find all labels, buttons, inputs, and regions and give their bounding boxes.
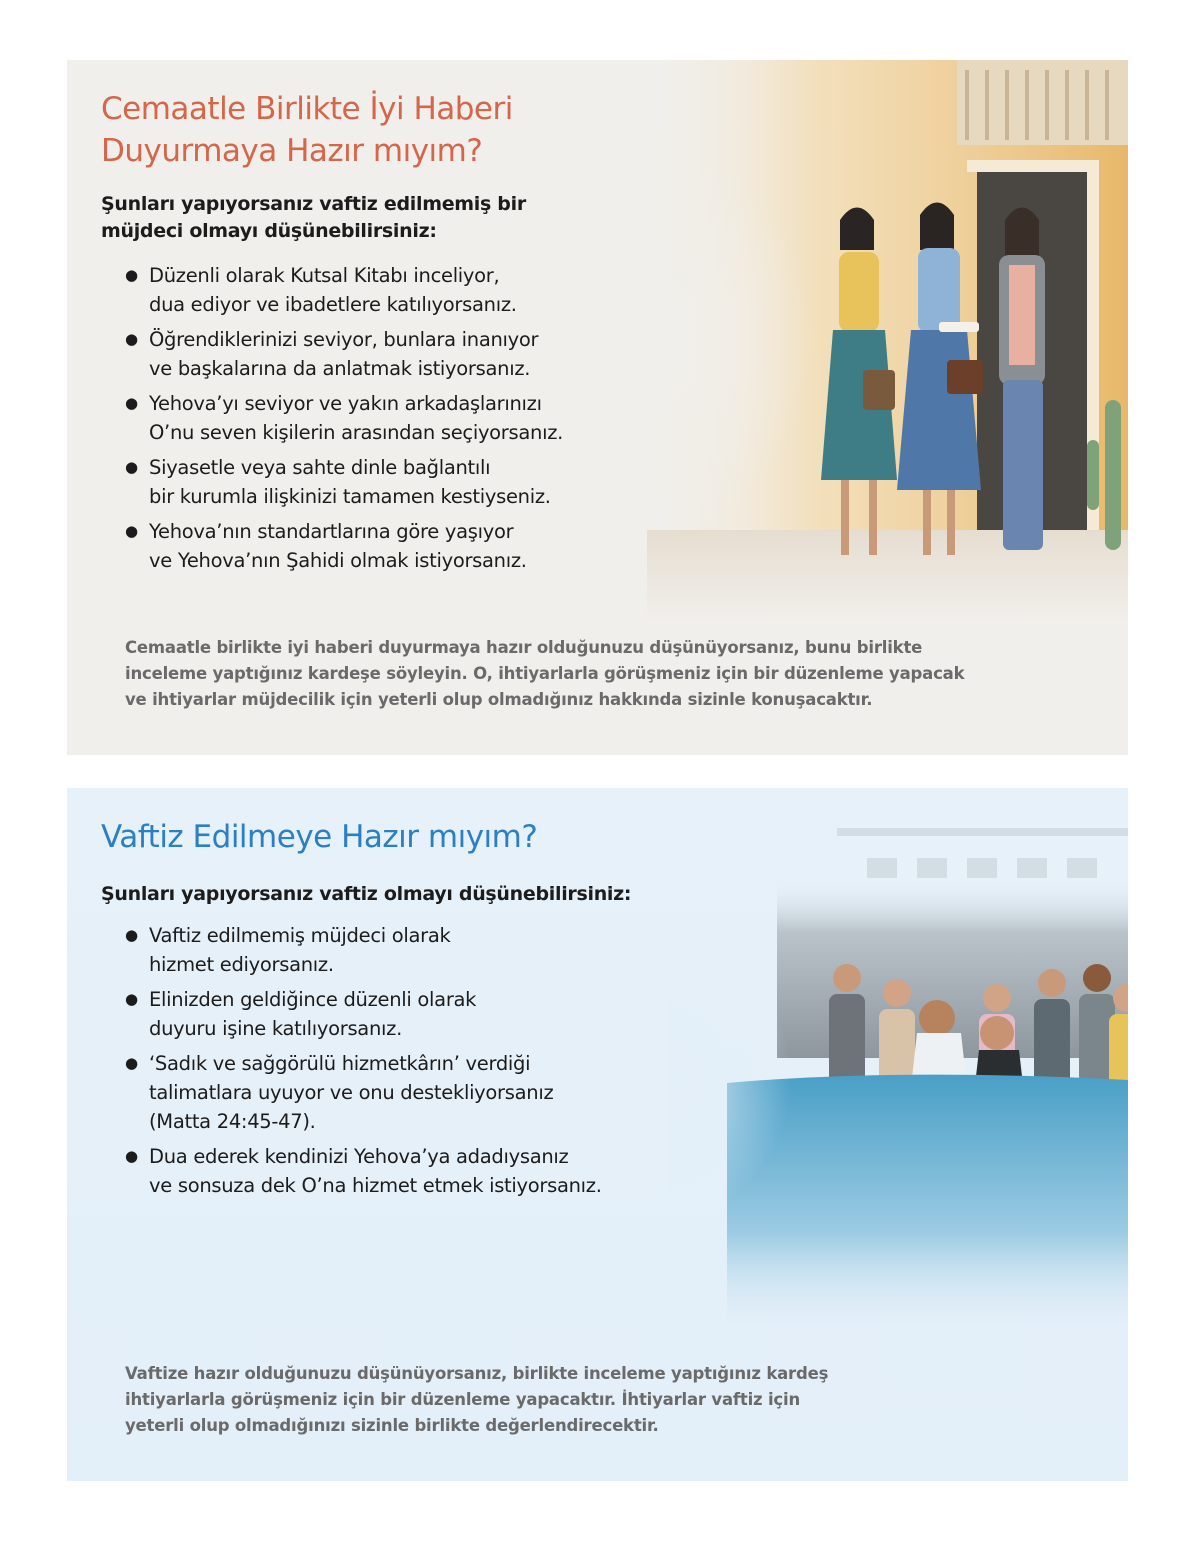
requirements-list (125, 261, 595, 581)
bullet-icon: ● (125, 1147, 138, 1165)
list-item: ● Vaftiz edilmemiş müjdeci olarak hizmet ediyorsanız. (125, 921, 645, 979)
section-intro: Şunları yapıyorsanız vaftiz olmayı düşünebilirsiniz: (101, 883, 632, 905)
door-to-door-ministry-illustration (647, 60, 1128, 620)
section-note: Cemaatle birlikte iyi haberi duyurmaya hazır olduğunuzu düşünüyorsanız, bunu birlikte inceleme yaptığınız kardeşe söyleyin. O, ihtiyarlarla görüşmeniz için bir düzenleme yapacak ve ihtiyarlar müjdecilik için yeterli olup olmadığınız hakkında sizinle konuşacaktır. (125, 638, 965, 709)
list-item: ● Yehova’yı seviyor ve yakın arkadaşlarınızı O’nu seven kişilerin arasından seçiyorsanız. (125, 389, 595, 447)
bullet-icon: ● (125, 394, 138, 412)
bullet-icon: ● (125, 926, 138, 944)
section-note: Vaftize hazır olduğunuzu düşünüyorsanız, birlikte inceleme yaptığınız kardeş ihtiyarlarla görüşmeniz için bir düzenleme yapacaktır. İhtiyarlar vaftiz için yeterli olup olmadığınızı sizinle birlikte değerlendirecektir. (125, 1364, 829, 1435)
list-item: ● Dua ederek kendinizi Yehova’ya adadıysanız ve sonsuza dek O’na hizmet etmek istiyorsanız. (125, 1142, 645, 1200)
list-item: ● Öğrendiklerinizi seviyor, bunlara inanıyor ve başkalarına da anlatmak istiyorsanız. (125, 325, 595, 383)
section-intro: Şunları yapıyorsanız vaftiz edilmemiş bir müjdeci olmayı düşünebilirsiniz: (101, 193, 526, 242)
list-item: ● Yehova’nın standartlarına göre yaşıyor ve Yehova’nın Şahidi olmak istiyorsanız. (125, 517, 595, 575)
bullet-icon: ● (125, 522, 138, 540)
list-item: ● Düzenli olarak Kutsal Kitabı inceliyor, dua ediyor ve ibadetlere katılıyorsanız. (125, 261, 595, 319)
bullet-icon: ● (125, 330, 138, 348)
list-item: ● Elinizden geldiğince düzenli olarak duyuru işine katılıyorsanız. (125, 985, 645, 1043)
bullet-icon: ● (125, 266, 138, 284)
list-item: ● Siyasetle veya sahte dinle bağlantılı bir kurumla ilişkinizi tamamen kestiyseniz. (125, 453, 595, 511)
baptism-pool-illustration (667, 818, 1128, 1338)
section-title: Vaftiz Edilmeye Hazır mıyım? (101, 819, 538, 855)
baptism-readiness-panel (67, 788, 1128, 1481)
section-title: Cemaatle Birlikte İyi Haberi Duyurmaya Hazır mıyım? (101, 91, 513, 169)
preaching-readiness-panel (67, 60, 1128, 755)
requirements-list (125, 921, 645, 1206)
bullet-icon: ● (125, 1054, 138, 1072)
bullet-icon: ● (125, 458, 138, 476)
bullet-icon: ● (125, 990, 138, 1008)
list-item: ● ‘Sadık ve sağgörülü hizmetkârın’ verdiği talimatlara uyuyor ve onu destekliyorsanız (Matta 24:45-47). (125, 1049, 645, 1136)
